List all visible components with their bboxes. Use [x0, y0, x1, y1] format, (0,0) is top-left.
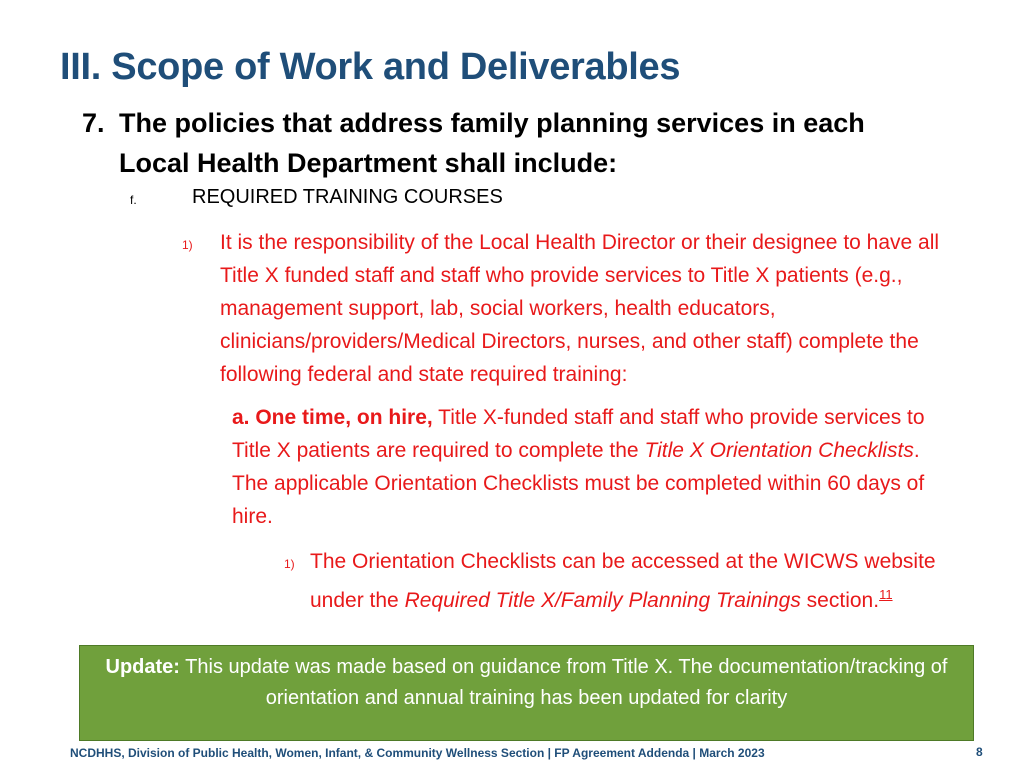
section-text: The policies that address family planning services in each Local Health Department shall include:: [119, 108, 865, 178]
access-text-2: section.: [800, 589, 880, 612]
checklist-title: Title X Orientation Checklists: [644, 439, 914, 462]
on-hire-text-1: Title X-funded staff and staff who provide services to Title X patients are required to complete the: [232, 406, 925, 462]
checklist-access-paragraph: [310, 545, 970, 617]
update-label: Update:: [105, 656, 180, 678]
subsection-label: REQUIRED TRAINING COURSES: [192, 186, 503, 208]
on-hire-paragraph: [232, 401, 960, 533]
slide-title: III. Scope of Work and Deliverables: [60, 46, 681, 88]
section-heading: [82, 103, 882, 183]
list-marker-a1: 1): [284, 557, 295, 571]
responsibility-paragraph: It is the responsibility of the Local Health Director or their designee to have all Title X funded staff and staff who provide services to Title X patients (e.g., management support, lab, social workers, health educators, clinicians/providers/Medical Directors, nurses, and other staff) complete the following federal and state required training:: [220, 231, 940, 386]
access-text-1: The Orientation Checklists can be accessed at the WICWS website under the: [310, 550, 936, 612]
page-number: 8: [976, 745, 983, 759]
footnote-link[interactable]: 11: [879, 587, 893, 602]
update-text: This update was made based on guidance from Title X. The documentation/tracking of orientation and annual training has been updated for clarity: [179, 656, 948, 709]
list-marker-1: 1): [182, 238, 193, 252]
on-hire-lead: a. One time, on hire,: [232, 406, 433, 429]
on-hire-text-2: . The applicable Orientation Checklists must be completed within 60 days of hire.: [232, 439, 925, 528]
slide-footer: NCDHHS, Division of Public Health, Women, Infant, & Community Wellness Section | FP Agreement Addenda | March 2023: [70, 746, 765, 760]
update-callout: [79, 645, 974, 741]
section-number: 7.: [82, 108, 105, 138]
list-marker-f: f.: [130, 193, 137, 207]
trainings-section-name: Required Title X/Family Planning Trainings: [404, 589, 801, 612]
